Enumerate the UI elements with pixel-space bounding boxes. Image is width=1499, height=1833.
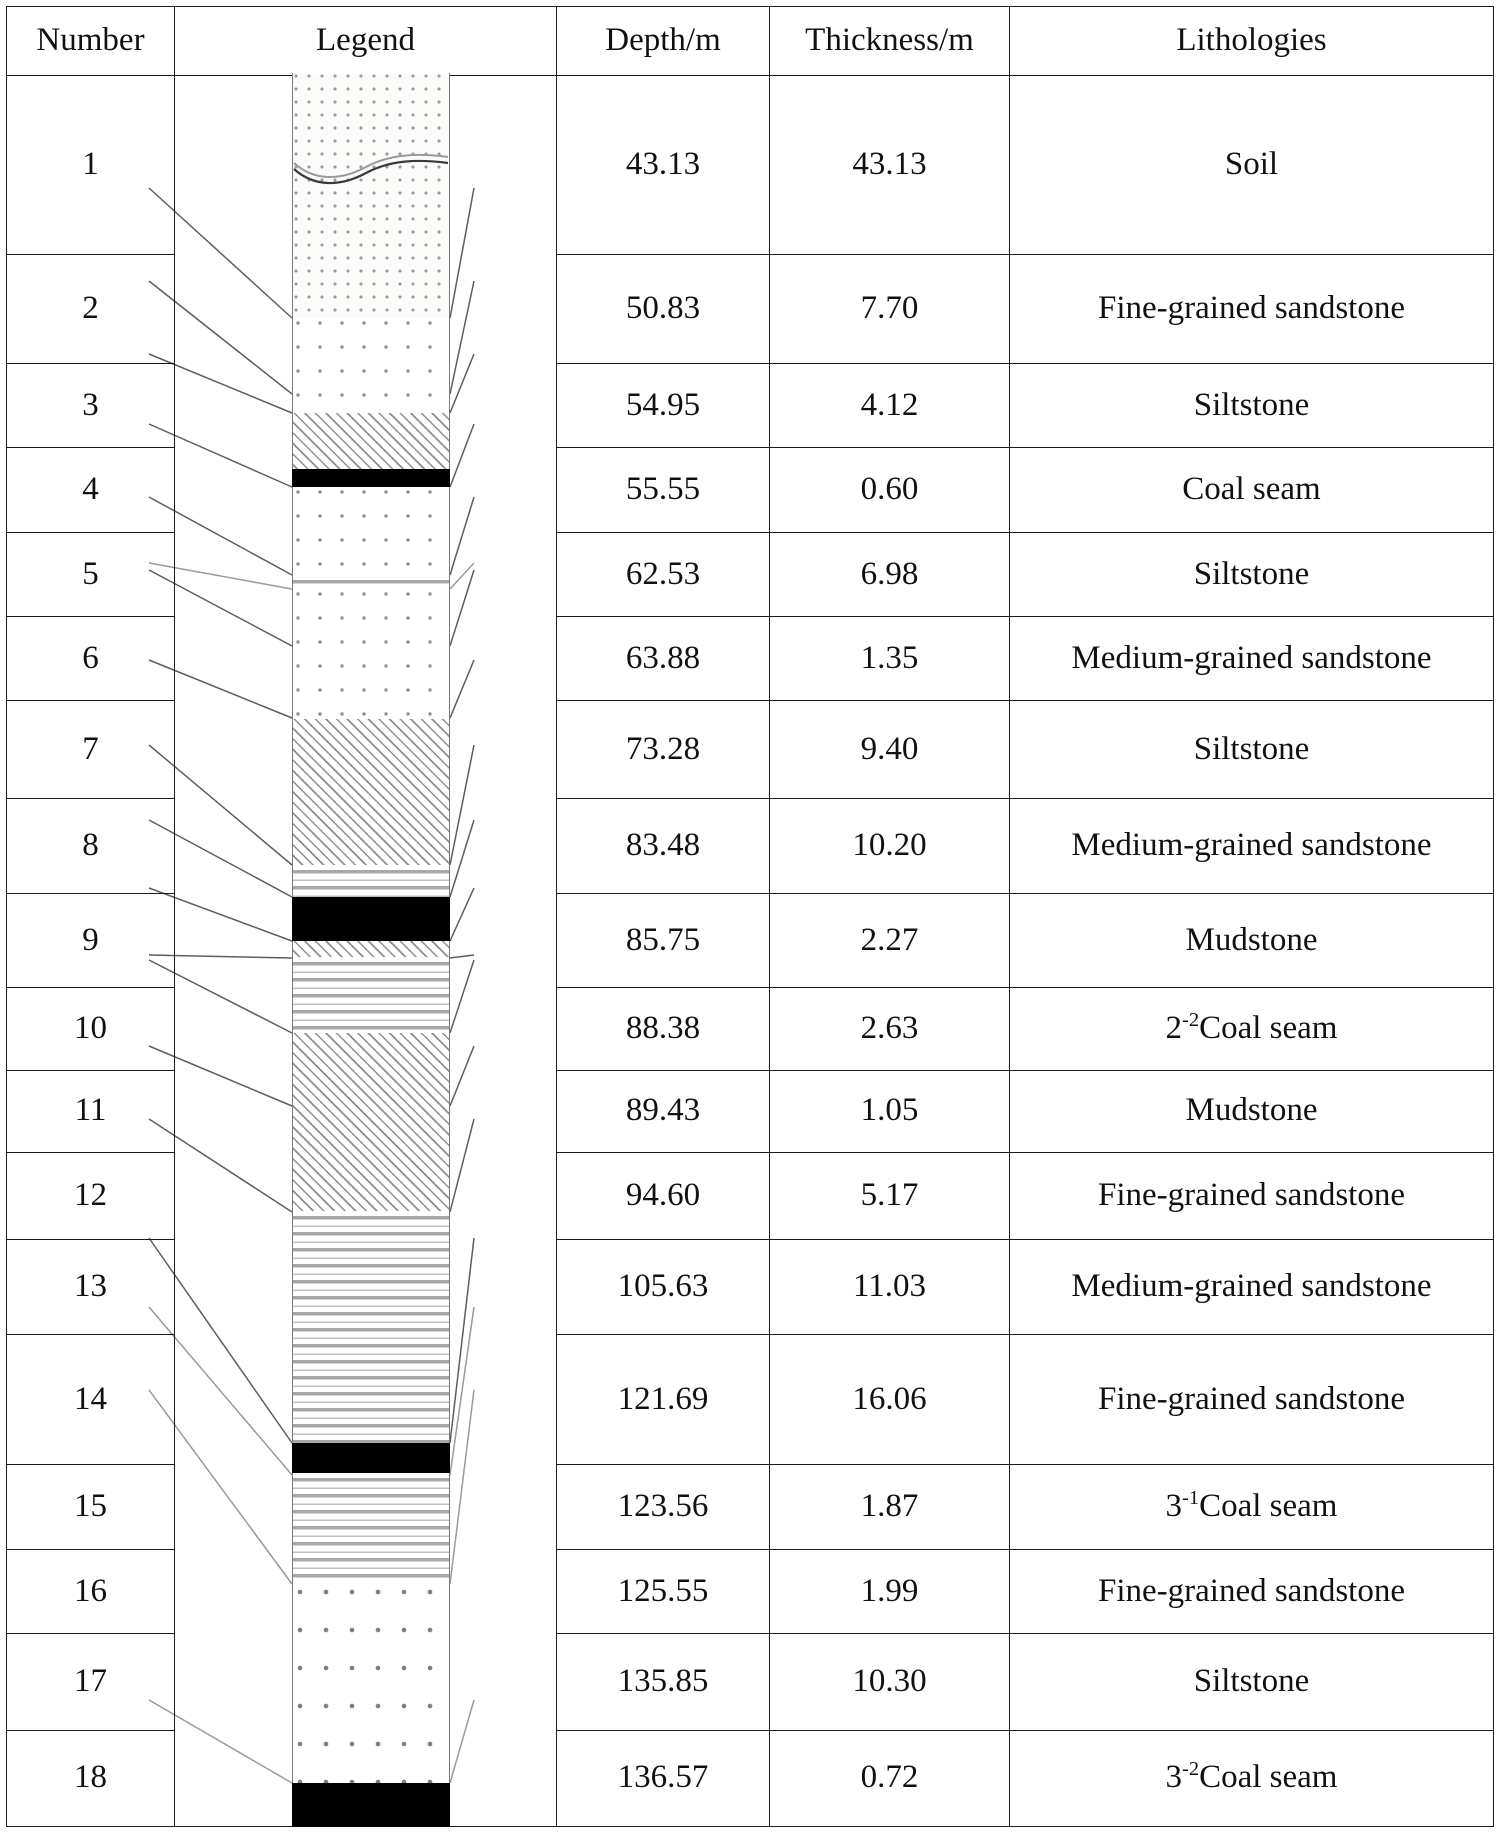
lithology-cell: Fine-grained sandstone bbox=[1010, 1152, 1494, 1239]
thickness-cell: 43.13 bbox=[770, 76, 1010, 255]
depth-cell: 88.38 bbox=[557, 988, 770, 1070]
stratigraphic-table bbox=[6, 6, 1494, 1827]
header-lithologies: Lithologies bbox=[1010, 7, 1494, 76]
row-number-cell: 11 bbox=[7, 1070, 175, 1152]
depth-cell: 94.60 bbox=[557, 1152, 770, 1239]
header-number: Number bbox=[7, 7, 175, 76]
row-number-cell: 9 bbox=[7, 894, 175, 988]
row-number-cell: 7 bbox=[7, 700, 175, 799]
lithology-superscript: -2 bbox=[1182, 1009, 1200, 1032]
row-number-cell: 10 bbox=[7, 988, 175, 1070]
lithology-cell: Siltstone bbox=[1010, 532, 1494, 617]
depth-cell: 85.75 bbox=[557, 894, 770, 988]
row-number-cell: 15 bbox=[7, 1465, 175, 1550]
depth-cell: 121.69 bbox=[557, 1334, 770, 1464]
header-thickness: Thickness/m bbox=[770, 7, 1010, 76]
depth-cell: 63.88 bbox=[557, 617, 770, 700]
depth-cell: 55.55 bbox=[557, 448, 770, 533]
thickness-cell: 2.63 bbox=[770, 988, 1010, 1070]
depth-cell: 105.63 bbox=[557, 1239, 770, 1334]
thickness-cell: 10.20 bbox=[770, 799, 1010, 894]
lithology-superscript: -1 bbox=[1182, 1486, 1200, 1509]
lithology-base: Coal seam bbox=[1199, 1759, 1338, 1796]
depth-cell: 83.48 bbox=[557, 799, 770, 894]
depth-cell: 54.95 bbox=[557, 363, 770, 448]
lithology-cell: Fine-grained sandstone bbox=[1010, 1549, 1494, 1634]
depth-cell: 136.57 bbox=[557, 1730, 770, 1826]
lithology-cell: Siltstone bbox=[1010, 700, 1494, 799]
thickness-cell: 5.17 bbox=[770, 1152, 1010, 1239]
header-legend: Legend bbox=[175, 7, 557, 76]
thickness-cell: 11.03 bbox=[770, 1239, 1010, 1334]
thickness-cell: 1.35 bbox=[770, 617, 1010, 700]
lithology-cell: Mudstone bbox=[1010, 894, 1494, 988]
row-number-cell: 8 bbox=[7, 799, 175, 894]
row-number-cell: 6 bbox=[7, 617, 175, 700]
row-number-cell: 17 bbox=[7, 1634, 175, 1730]
row-number-cell: 13 bbox=[7, 1239, 175, 1334]
thickness-cell: 1.05 bbox=[770, 1070, 1010, 1152]
thickness-cell: 0.72 bbox=[770, 1730, 1010, 1826]
row-number-cell: 12 bbox=[7, 1152, 175, 1239]
row-number-cell: 14 bbox=[7, 1334, 175, 1464]
depth-cell: 62.53 bbox=[557, 532, 770, 617]
lithology-cell bbox=[1010, 1730, 1494, 1826]
lithology-base: Coal seam bbox=[1199, 1010, 1338, 1047]
row-number-cell: 16 bbox=[7, 1549, 175, 1634]
thickness-cell: 1.99 bbox=[770, 1549, 1010, 1634]
lithology-prefix: 3 bbox=[1165, 1487, 1183, 1524]
thickness-cell: 7.70 bbox=[770, 254, 1010, 363]
row-number-cell: 5 bbox=[7, 532, 175, 617]
lithology-cell: Mudstone bbox=[1010, 1070, 1494, 1152]
legend-column-cell bbox=[175, 76, 557, 1827]
thickness-cell: 16.06 bbox=[770, 1334, 1010, 1464]
depth-cell: 135.85 bbox=[557, 1634, 770, 1730]
thickness-cell: 10.30 bbox=[770, 1634, 1010, 1730]
thickness-cell: 9.40 bbox=[770, 700, 1010, 799]
lithology-cell: Fine-grained sandstone bbox=[1010, 1334, 1494, 1464]
lithology-cell: Siltstone bbox=[1010, 363, 1494, 448]
depth-cell: 125.55 bbox=[557, 1549, 770, 1634]
thickness-cell: 1.87 bbox=[770, 1465, 1010, 1550]
thickness-cell: 0.60 bbox=[770, 448, 1010, 533]
lithology-cell: Medium-grained sandstone bbox=[1010, 799, 1494, 894]
row-number-cell: 1 bbox=[7, 76, 175, 255]
thickness-cell: 4.12 bbox=[770, 363, 1010, 448]
thickness-cell: 2.27 bbox=[770, 894, 1010, 988]
depth-cell: 50.83 bbox=[557, 254, 770, 363]
lithology-cell: Siltstone bbox=[1010, 1634, 1494, 1730]
depth-cell: 123.56 bbox=[557, 1465, 770, 1550]
lithology-cell: Medium-grained sandstone bbox=[1010, 617, 1494, 700]
lithology-prefix: 3 bbox=[1165, 1759, 1183, 1796]
lithology-cell: Coal seam bbox=[1010, 448, 1494, 533]
lithology-prefix: 2 bbox=[1165, 1010, 1183, 1047]
lithology-cell bbox=[1010, 988, 1494, 1070]
table-row bbox=[7, 76, 1494, 255]
table-body bbox=[7, 76, 1494, 1827]
row-number-cell: 3 bbox=[7, 363, 175, 448]
lithology-cell bbox=[1010, 1465, 1494, 1550]
lithology-cell: Soil bbox=[1010, 76, 1494, 255]
table-header-row bbox=[7, 7, 1494, 76]
lithology-base: Coal seam bbox=[1199, 1487, 1338, 1524]
depth-cell: 73.28 bbox=[557, 700, 770, 799]
lithology-superscript: -2 bbox=[1182, 1758, 1200, 1781]
row-number-cell: 4 bbox=[7, 448, 175, 533]
depth-cell: 89.43 bbox=[557, 1070, 770, 1152]
depth-cell: 43.13 bbox=[557, 76, 770, 255]
lithology-cell: Medium-grained sandstone bbox=[1010, 1239, 1494, 1334]
row-number-cell: 2 bbox=[7, 254, 175, 363]
thickness-cell: 6.98 bbox=[770, 532, 1010, 617]
row-number-cell: 18 bbox=[7, 1730, 175, 1826]
lithology-cell: Fine-grained sandstone bbox=[1010, 254, 1494, 363]
header-depth: Depth/m bbox=[557, 7, 770, 76]
